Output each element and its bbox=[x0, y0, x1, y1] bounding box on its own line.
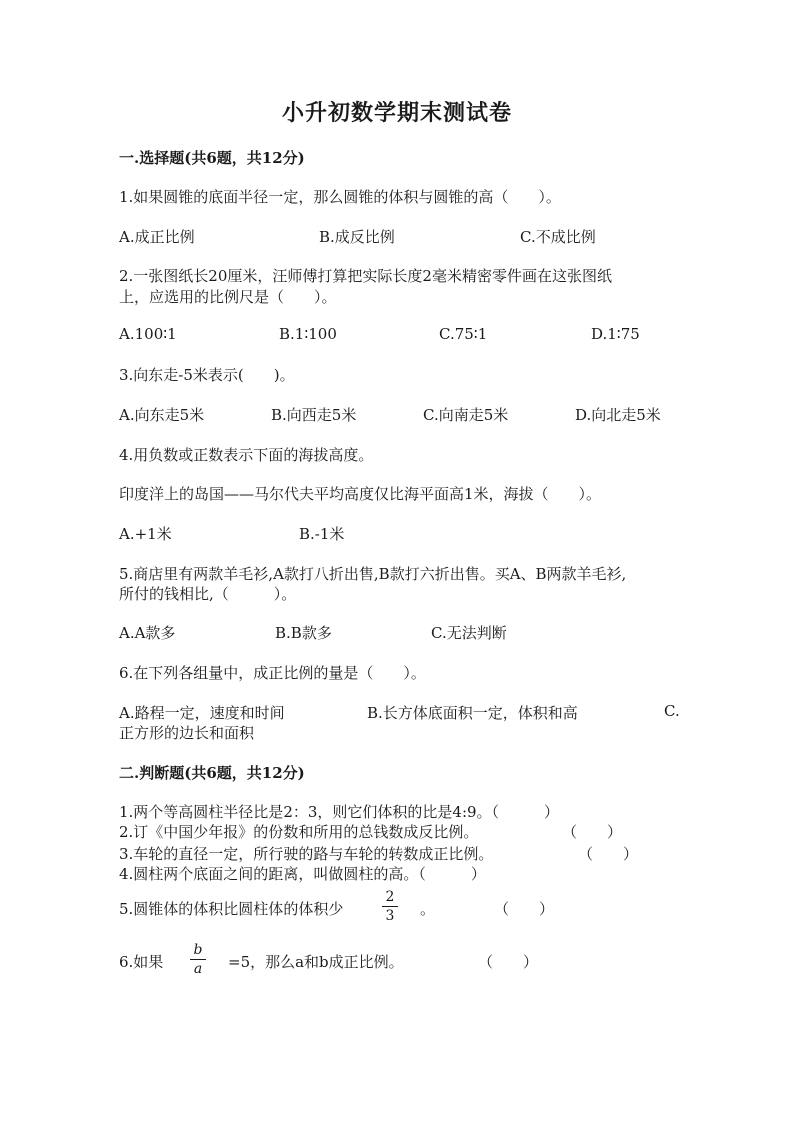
judgement-3-answer-paren: （ ） bbox=[578, 845, 639, 863]
q3-option-b: B.向西走5米 bbox=[271, 406, 357, 424]
q5-option-a: A.A款多 bbox=[119, 624, 176, 642]
fraction-denominator: a bbox=[193, 961, 203, 977]
question-5-stem-line2: 所付的钱相比,（ ）。 bbox=[119, 585, 297, 603]
q3-option-c: C.向南走5米 bbox=[423, 406, 509, 424]
q1-option-a: A.成正比例 bbox=[119, 228, 195, 246]
q2-option-b: B.1∶100 bbox=[279, 325, 337, 343]
judgement-5-period: 。 bbox=[420, 900, 436, 918]
judgement-5-answer-paren: （ ） bbox=[494, 900, 555, 918]
q3-option-a: A.向东走5米 bbox=[119, 406, 205, 424]
fraction-numerator: b bbox=[190, 941, 206, 960]
q2-option-a: A.100∶1 bbox=[119, 325, 177, 343]
q4-option-b: B.-1米 bbox=[299, 525, 345, 543]
judgement-2: 2.订《中国少年报》的份数和所用的总钱数成反比例。 bbox=[119, 823, 479, 841]
judgement-6: 6.如果 bbox=[119, 953, 164, 971]
q2-option-c: C.75∶1 bbox=[439, 325, 488, 343]
q6-option-b: B.长方体底面积一定，体积和高 bbox=[367, 704, 578, 722]
question-6-stem: 6.在下列各组量中，成正比例的量是（ ）。 bbox=[119, 664, 426, 682]
fraction-denominator: 3 bbox=[385, 908, 395, 924]
question-3-stem: 3.向东走-5米表示( )。 bbox=[119, 366, 295, 384]
judgement-5: 5.圆锥体的体积比圆柱体的体积少 bbox=[119, 900, 344, 918]
question-1-stem: 1.如果圆锥的底面半径一定，那么圆锥的体积与圆锥的高（ ）。 bbox=[119, 188, 561, 206]
question-4-context: 印度洋上的岛国——马尔代夫平均高度仅比海平面高1米，海拔（ ）。 bbox=[119, 485, 602, 503]
judgement-2-answer-paren: （ ） bbox=[562, 823, 623, 841]
question-4-stem: 4.用负数或正数表示下面的海拔高度。 bbox=[119, 446, 374, 464]
q3-option-d: D.向北走5米 bbox=[575, 406, 661, 424]
q5-option-c: C.无法判断 bbox=[431, 624, 507, 642]
judgement-6-answer-paren: （ ） bbox=[478, 953, 539, 971]
judgement-6-rest: =5，那么a和b成正比例。 bbox=[228, 953, 404, 971]
fraction-two-thirds bbox=[382, 888, 398, 925]
section-header-choice: 一.选择题(共6题，共12分) bbox=[119, 149, 305, 167]
judgement-4: 4.圆柱两个底面之间的距离，叫做圆柱的高。（ ） bbox=[119, 865, 486, 883]
question-2-stem-line1: 2.一张图纸长20厘米，汪师傅打算把实际长度2毫米精密零件画在这张图纸 bbox=[119, 267, 612, 285]
q6-option-a: A.路程一定，速度和时间 bbox=[119, 704, 285, 722]
question-5-stem-line1: 5.商店里有两款羊毛衫,A款打八折出售,B款打六折出售。买A、B两款羊毛衫, bbox=[119, 565, 627, 583]
fraction-numerator: 2 bbox=[382, 888, 398, 907]
section-header-judgement: 二.判断题(共6题，共12分) bbox=[119, 764, 305, 782]
page-title: 小升初数学期末测试卷 bbox=[281, 100, 512, 126]
q6-option-c-continued: 正方形的边长和面积 bbox=[119, 724, 255, 742]
q1-option-b: B.成反比例 bbox=[319, 228, 395, 246]
q6-option-c: C. bbox=[664, 702, 680, 720]
judgement-3: 3.车轮的直径一定，所行驶的路与车轮的转数成正比例。 bbox=[119, 845, 494, 863]
q4-option-a: A.+1米 bbox=[119, 525, 172, 543]
q5-option-b: B.B款多 bbox=[275, 624, 332, 642]
question-2-stem-line2: 上，应选用的比例尺是（ ）。 bbox=[119, 288, 337, 306]
judgement-1: 1.两个等高圆柱半径比是2：3，则它们体积的比是4:9。（ ） bbox=[119, 803, 560, 821]
q2-option-d: D.1∶75 bbox=[591, 325, 640, 343]
fraction-b-over-a bbox=[190, 941, 206, 978]
q1-option-c: C.不成比例 bbox=[520, 228, 596, 246]
